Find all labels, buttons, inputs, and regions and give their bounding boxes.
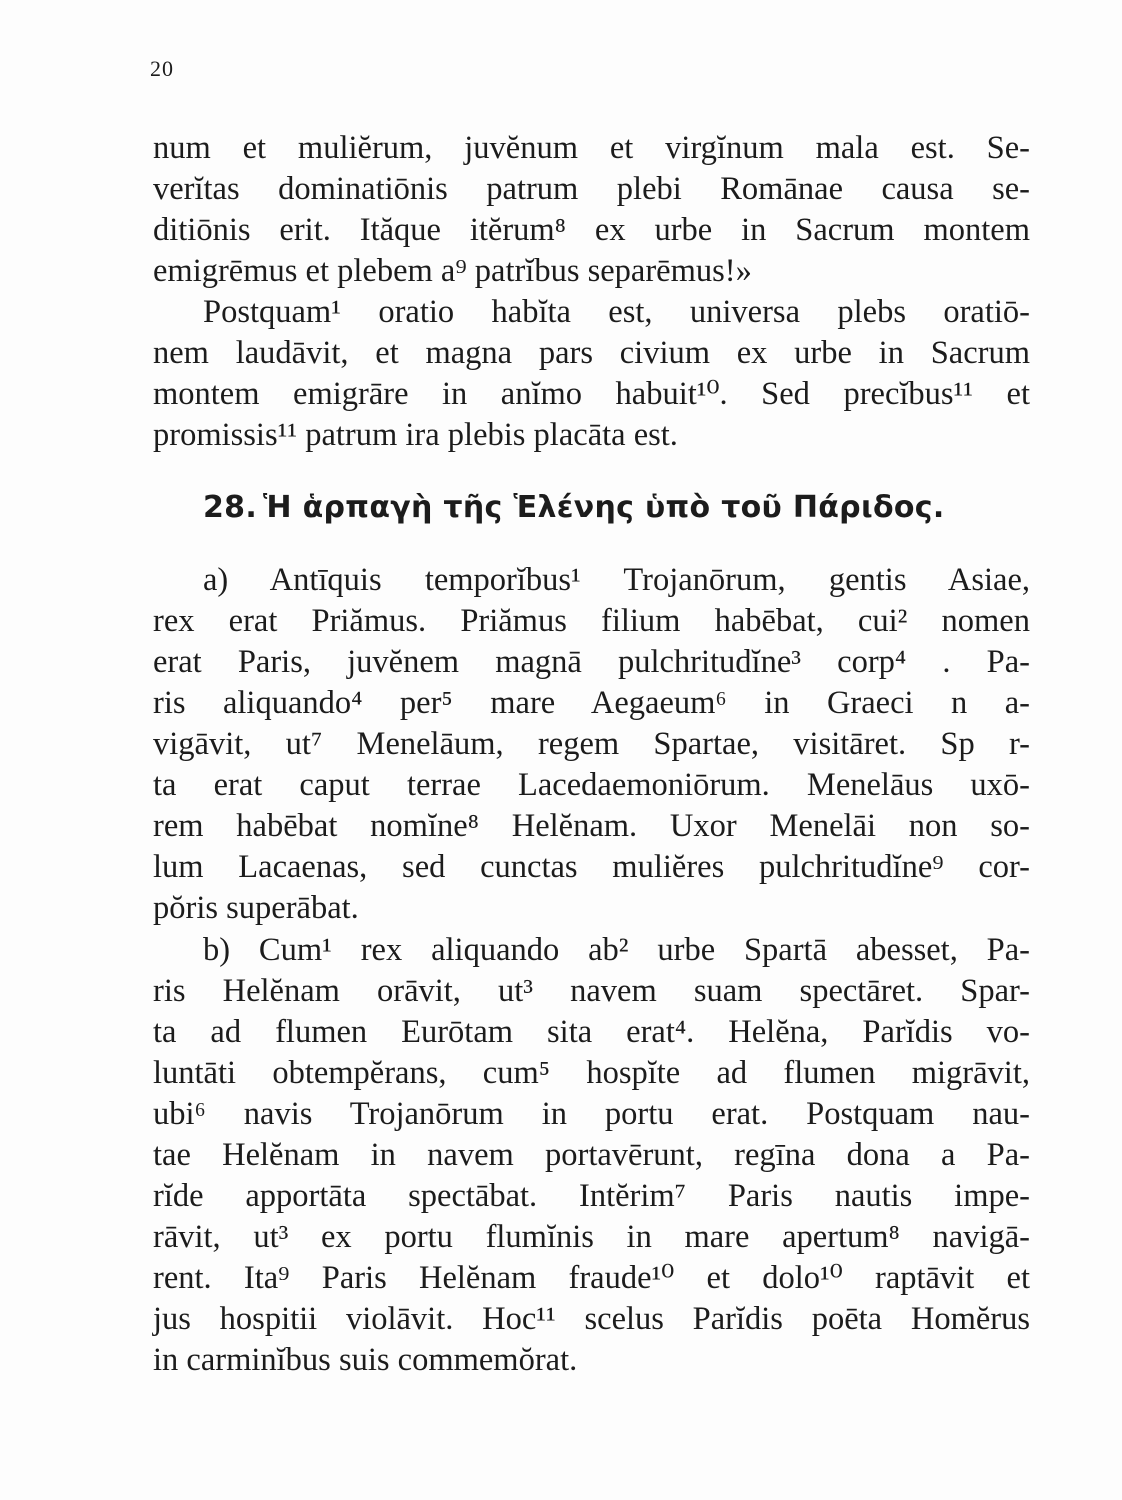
text-line: vigāvit, ut⁷ Menelāum, regem Spartae, visitāret. Sp r- xyxy=(153,726,1030,762)
text-line: jus hospitii violāvit. Hoc¹¹ scelus Parĭdis poēta Homĕrus xyxy=(153,1301,1030,1337)
paragraph-first-line: a) Antīquis temporĭbus¹ Trojanōrum, gentis Asiae, xyxy=(203,562,1030,598)
text-line: ta erat caput terrae Lacedaemoniōrum. Menelāus uxō- xyxy=(153,767,1030,803)
text-line: lum Lacaenas, sed cunctas muliĕres pulchritudĭne⁹ cor- xyxy=(153,849,1030,885)
text-line: ditiōnis erit. Ităque itĕrum⁸ ex urbe in Sacrum montem xyxy=(153,212,1030,248)
section-number: 28. xyxy=(203,490,258,525)
text-line: ris aliquando⁴ per⁵ mare Aegaeum⁶ in Graeci n a- xyxy=(153,685,1030,721)
text-line: rĭde apportāta spectābat. Intĕrim⁷ Paris nautis impe- xyxy=(153,1178,1030,1214)
text-line: rex erat Priămus. Priămus filium habēbat, cui² nomen xyxy=(153,603,1030,639)
paragraph-first-line: b) Cum¹ rex aliquando ab² urbe Spartā abesset, Pa- xyxy=(203,932,1030,968)
text-line: promissis¹¹ patrum ira plebis placāta est. xyxy=(153,417,678,453)
page-number: 20 xyxy=(150,56,174,81)
text-line: in carminĭbus suis commemŏrat. xyxy=(153,1342,578,1378)
section-title: Ἡ ἁρπαγὴ τῆς Ἑλένης ὑπὸ τοῦ Πάριδος. xyxy=(263,490,945,525)
text-line: emigrēmus et plebem a⁹ patrĭbus separēmus!» xyxy=(153,253,752,289)
text-line: num et muliĕrum, juvĕnum et virgĭnum mala est. Se- xyxy=(153,130,1030,166)
text-line: ubi⁶ navis Trojanōrum in portu erat. Postquam nau- xyxy=(153,1096,1030,1132)
text-line: ris Helĕnam orāvit, ut³ navem suam spectāret. Spar- xyxy=(153,973,1030,1009)
text-line: verĭtas dominatiōnis patrum plebi Romānae causa se- xyxy=(153,171,1030,207)
text-line: rem habēbat nomĭne⁸ Helĕnam. Uxor Menelāi non so- xyxy=(153,808,1030,844)
text-line: tae Helĕnam in navem portavērunt, regīna dona a Pa- xyxy=(153,1137,1030,1173)
text-line: montem emigrāre in anĭmo habuit¹⁰. Sed precĭbus¹¹ et xyxy=(153,376,1030,412)
text-line: luntāti obtempĕrans, cum⁵ hospĭte ad flumen migrāvit, xyxy=(153,1055,1030,1091)
paragraph-first-line: Postquam¹ oratio habĭta est, universa plebs oratiō- xyxy=(203,294,1030,330)
text-line: erat Paris, juvĕnem magnā pulchritudĭne³ corp⁴ . Pa- xyxy=(153,644,1030,680)
text-line: ta ad flumen Eurōtam sita erat⁴. Helĕna, Parĭdis vo- xyxy=(153,1014,1030,1050)
section-heading xyxy=(203,488,945,528)
text-line: rent. Ita⁹ Paris Helĕnam fraude¹⁰ et dolo¹⁰ raptāvit et xyxy=(153,1260,1030,1296)
text-line: pŏris superābat. xyxy=(153,890,359,926)
text-line: nem laudāvit, et magna pars civium ex urbe in Sacrum xyxy=(153,335,1030,371)
text-line: rāvit, ut³ ex portu flumĭnis in mare apertum⁸ navigā- xyxy=(153,1219,1030,1255)
